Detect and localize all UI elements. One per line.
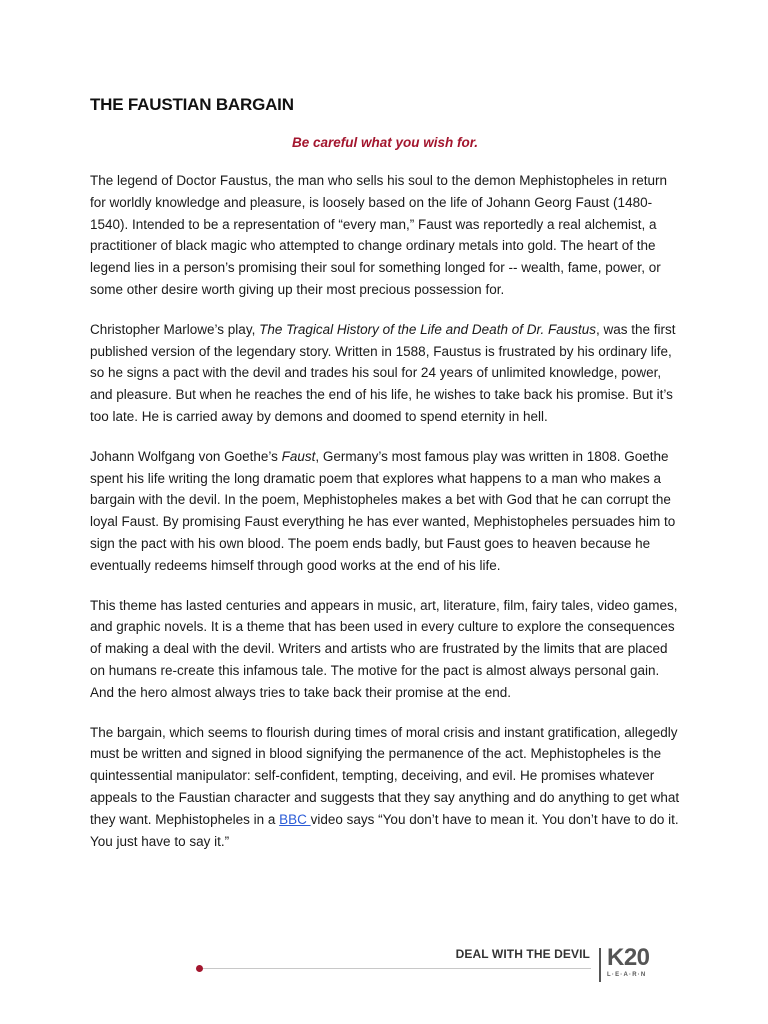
footer-label: DEAL WITH THE DEVIL <box>455 947 590 961</box>
paragraph-text: video says “You don’t have to mean it. You don’t have to do it. You just have to say it.” <box>90 811 679 849</box>
play-title-italic: Faust <box>281 448 316 464</box>
footer-dot-icon <box>196 965 203 972</box>
footer-divider <box>599 948 601 982</box>
paragraph-text: , Germany’s most famous play was written in 1808. Goethe spent his life writing the long dramatic poem that explores what happens to a man who makes a bargain with the devil. In the poem, Mephistopheles makes a bet with God that he can corrupt the loyal Faust. By promising Faust everything he has ever wanted, Mephistopheles persuades him to sign the pact with his own blood. The poem ends badly, but Faust goes to heaven because he eventually redeems himself through good works at the end of his life. <box>90 448 676 573</box>
paragraph-text: Christopher Marlowe’s play, <box>90 321 260 337</box>
paragraph-bargain <box>90 722 680 853</box>
paragraph-text: Johann Wolfgang von Goethe’s <box>90 448 282 464</box>
paragraph-text: The bargain, which seems to flourish during times of moral crisis and instant gratification, allegedly must be written and signed in blood signifying the permanence of the act. Mephistopheles is the quintessential manipulator: self-confident, tempting, deceiving, and evil. He promises whatever appeals to the Faustian character and suggests that they say anything and do anything to get what they want. Mephistopheles in a <box>90 724 680 827</box>
paragraph-legend: The legend of Doctor Faustus, the man who sells his soul to the demon Mephistopheles in return for worldly knowledge and pleasure, is loosely based on the life of Johann Georg Faust (1480-1540). Intended to be a representation of “every man,” Faust was reportedly a real alchemist, a practitioner of black magic who attempted to change ordinary metals into gold. The heart of the legend lies in a person’s promising their soul for something longed for -- wealth, fame, power, or some other desire worth giving up their most precious possession for. <box>90 173 668 297</box>
page-title: THE FAUSTIAN BARGAIN <box>90 95 294 114</box>
document-body <box>90 93 680 852</box>
play-title-italic: The Tragical History of the Life and Death of Dr. Faustus <box>259 321 596 337</box>
logo-mark: K20 <box>607 944 650 971</box>
bbc-video-link[interactable]: BBC <box>279 811 311 827</box>
logo-tagline: L·E·A·R·N <box>607 972 647 978</box>
paragraph-theme: This theme has lasted centuries and appears in music, art, literature, film, fairy tales, video games, and graphic novels. It is a theme that has been used in every culture to explore the consequences of making a deal with the devil. Writers and artists who are frustrated by the limits that are placed on humans re-create this infamous tale. The motive for the pact is almost always personal gain. And the hero almost always tries to take back their promise at the end. <box>90 597 678 700</box>
k20-logo <box>607 945 657 985</box>
page-subtitle: Be careful what you wish for. <box>291 135 479 150</box>
paragraph-goethe <box>90 446 680 577</box>
paragraph-text: , was the first published version of the legendary story. Written in 1588, Faustus is frustrated by his ordinary life, so he signs a pact with the devil and trades his soul for 24 years of unlimited knowledge, power, and pleasure. But when he reaches the end of his life, he wishes to take back his promise. But it’s too late. He is carried away by demons and doomed to spend eternity in hell. <box>90 321 676 424</box>
paragraph-marlowe <box>90 319 680 428</box>
footer-rule <box>201 968 591 969</box>
